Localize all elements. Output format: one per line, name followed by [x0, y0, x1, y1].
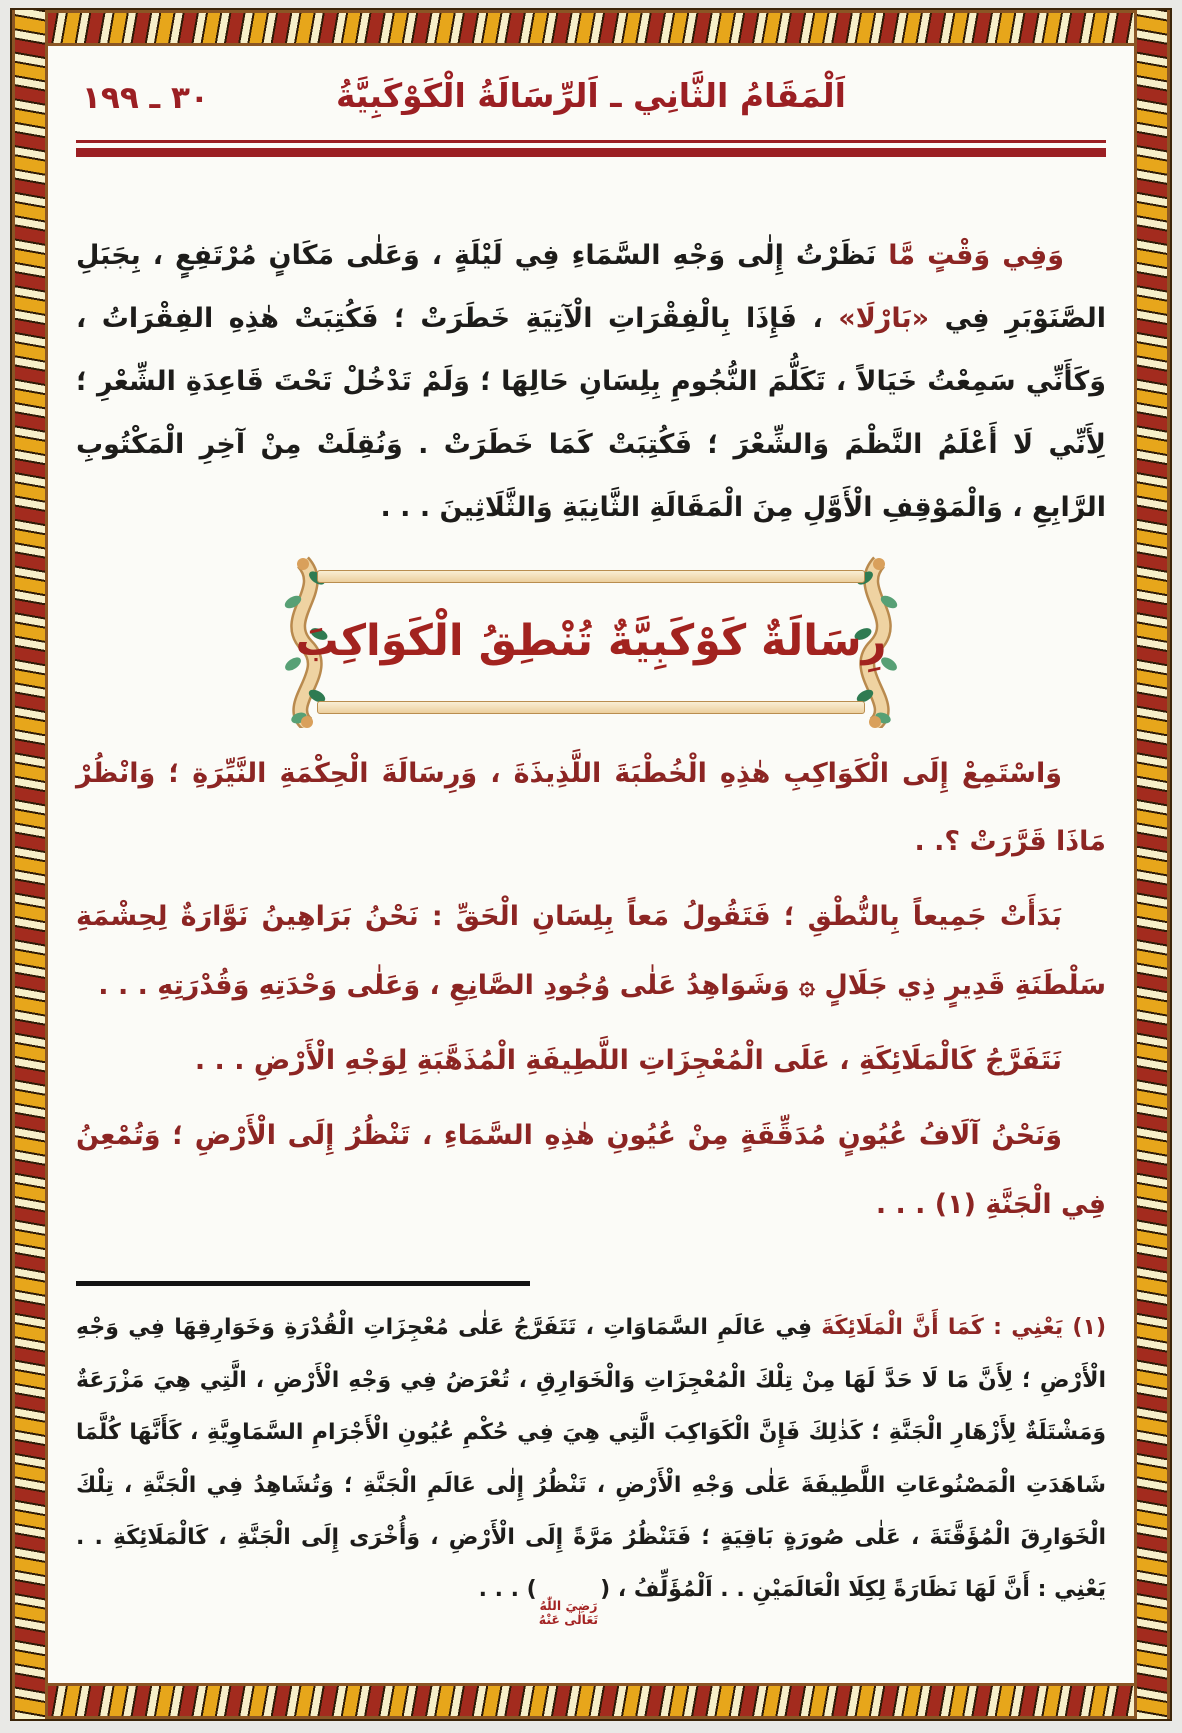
- banner-title: رِسَالَةٌ كَوْكَبِيَّةٌ تُنْطِقُ الْكَوَاكِبَ: [295, 615, 887, 666]
- sermon-paragraph-4: وَنَحْنُ آلَافُ عُيُونٍ مُدَقِّقَةٍ مِنْ عُيُونِ هٰذِهِ السَّمَاءِ ، تَنْظُرُ إِلَى الْأَرْضِ ؛ وَتُمْعِنُ فِي الْجَنَّةِ (١) . . .: [76, 1119, 1106, 1220]
- seal-line-2: تَعَالٰى عَنْهُ: [538, 1611, 599, 1627]
- intro-barla-text: «بَارْلَا»: [838, 302, 930, 334]
- ornate-chain-border-right-icon: [1134, 10, 1170, 1719]
- ornate-chain-border-top-icon: [12, 10, 1170, 46]
- page-sheet: [10, 8, 1172, 1721]
- banner-bar-top: [317, 570, 865, 583]
- page-numbers: ٣٠ ـ ١٩٩: [82, 80, 209, 116]
- ornate-chain-border-bottom-icon: [12, 1683, 1170, 1719]
- intro-lead-text: وَفِي وَقْتٍ مَّا: [876, 240, 1064, 271]
- sermon-paragraph-1: وَاسْتَمِعْ إِلَى الْكَوَاكِبِ هٰذِهِ الْخُطْبَةَ اللَّذِيذَةَ ، وَرِسَالَةَ الْحِكْمَةِ النَّيِّرَةِ ؛ وَانْظُرْ مَاذَا قَرَّرَتْ ؟. .: [76, 757, 1106, 858]
- header-rule-thick: [76, 148, 1106, 157]
- banner-bar-bottom: [317, 701, 865, 714]
- footnote-marker: (١): [1063, 1315, 1106, 1341]
- author-seal-icon: [537, 1599, 600, 1627]
- footnote-lead-text: يَعْنِي : كَمَا أَنَّ الْمَلَائِكَةَ: [811, 1315, 1064, 1341]
- page-title: اَلْمَقَامُ الثَّانِي ـ اَلرِّسَالَةُ الْكَوْكَبِيَّةُ: [336, 76, 846, 115]
- intro-paragraph: [76, 225, 1106, 540]
- seal-open-paren: (: [600, 1577, 611, 1603]
- intro-text-1: نَظَرْتُ إِلٰى وَجْهِ السَّمَاءِ فِي لَيْلَةٍ ، وَعَلٰى مَكَانٍ مُرْتَفِعٍ ، بِجَبَلِ الصَّنَوْبَرِ فِي: [76, 240, 1106, 334]
- sermon-paragraph-3: نَتَفَرَّجُ كَالْمَلَائِكَةِ ، عَلَى الْمُعْجِزَاتِ اللَّطِيفَةِ الْمُذَهَّبَةِ لِوَجْهِ الْأَرْضِ . . .: [194, 1044, 1062, 1076]
- footnote-paragraph: [76, 1302, 1106, 1626]
- page-content: [48, 46, 1134, 1683]
- intro-text-2: ، فَإِذَا بِالْفِقْرَاتِ الْآتِيَةِ خَطَرَتْ ؛ فَكُتِبَتْ هٰذِهِ الفِقْرَاتُ ، وَكَأَنِّي سَمِعْتُ خَيَالاً ، تَكَلُّمَ النُّجُومِ بِلِسَانِ حَالِهَا ؛ وَلَمْ تَدْخُلْ تَحْتَ قَاعِدَةِ الشِّعْرِ ؛ لِأَنِّي لَا أَعْلَمُ النَّظْمَ وَالشِّعْرَ ؛ فَكُتِبَتْ كَمَا خَطَرَتْ . وَنُقِلَتْ مِنْ آخِرِ الْمَكْتُوبِ الرَّابِعِ ، وَالْمَوْقِفِ الْأَوَّلِ مِنَ الْمَقَالَةِ الثَّانِيَةِ وَالثَّلَاثِينَ . . .: [76, 302, 1106, 523]
- footnote-separator-rule: [76, 1281, 530, 1286]
- title-banner: [291, 566, 891, 718]
- sermon-paragraph-2: بَدَأَتْ جَمِيعاً بِالنُّطْقِ ؛ فَتَقُولُ مَعاً بِلِسَانِ الْحَقِّ : نَحْنُ بَرَاهِينُ نَوَّارَةٌ لِحِشْمَةِ سَلْطَنَةِ قَدِيرٍ ذِي جَلَالٍ ۞ وَشَوَاهِدُ عَلٰى وُجُودِ الصَّانِعِ ، وَعَلٰى وَحْدَتِهِ وَقُدْرَتِهِ . . .: [76, 901, 1106, 1002]
- footnote-tail-text: . . .: [478, 1577, 527, 1603]
- header-rule-thin: [76, 140, 1106, 143]
- seal-line-1: رَضِيَ اللّٰهُ: [539, 1598, 598, 1614]
- page-header: [76, 76, 1106, 128]
- footnote-body-text: فِي عَالَمِ السَّمَاوَاتِ ، تَتَفَرَّجُ عَلٰى مُعْجِزَاتِ الْقُدْرَةِ وَخَوَارِقِهَا فِي وَجْهِ الْأَرْضِ ؛ لِأَنَّ مَا لَا حَدَّ لَهَا مِنْ تِلْكَ الْمُعْجِزَاتِ وَالْخَوَارِقِ ، تُعْرَضُ فِي وَجْهِ الْأَرْضِ ، الَّتِي هِيَ مَزْرَعَةٌ وَمَشْتَلَةٌ لِأَزْهَارِ الْجَنَّةِ ؛ كَذٰلِكَ فَإِنَّ الْكَوَاكِبَ الَّتِي هِيَ فِي حُكْمِ عُيُونِ الْأَجْرَامِ السَّمَاوِيَّةِ ، كَأَنَّهَا كُلَّمَا شَاهَدَتِ الْمَصْنُوعَاتِ اللَّطِيفَةَ عَلٰى وَجْهِ الْأَرْضِ ، تَنْظُرُ إِلٰى عَالَمِ الْجَنَّةِ ؛ وَتُشَاهِدُ فِي الْجَنَّةِ ، تِلْكَ الْخَوَارِقَ الْمُؤَقَّتَةَ ، عَلٰى صُورَةٍ بَاقِيَةٍ ؛ فَتَنْظُرُ مَرَّةً إِلَى الْأَرْضِ ، وَأُخْرَى إِلَى الْجَنَّةِ ، كَالْمَلَائِكَةِ . . يَعْنِي : أَنَّ لَهَا نَظَارَةً لِكِلَا الْعَالَمَيْنِ . . اَلْمُؤَلِّفُ ،: [76, 1315, 1106, 1603]
- ornate-chain-border-left-icon: [12, 10, 48, 1719]
- seal-close-paren: ): [526, 1577, 537, 1603]
